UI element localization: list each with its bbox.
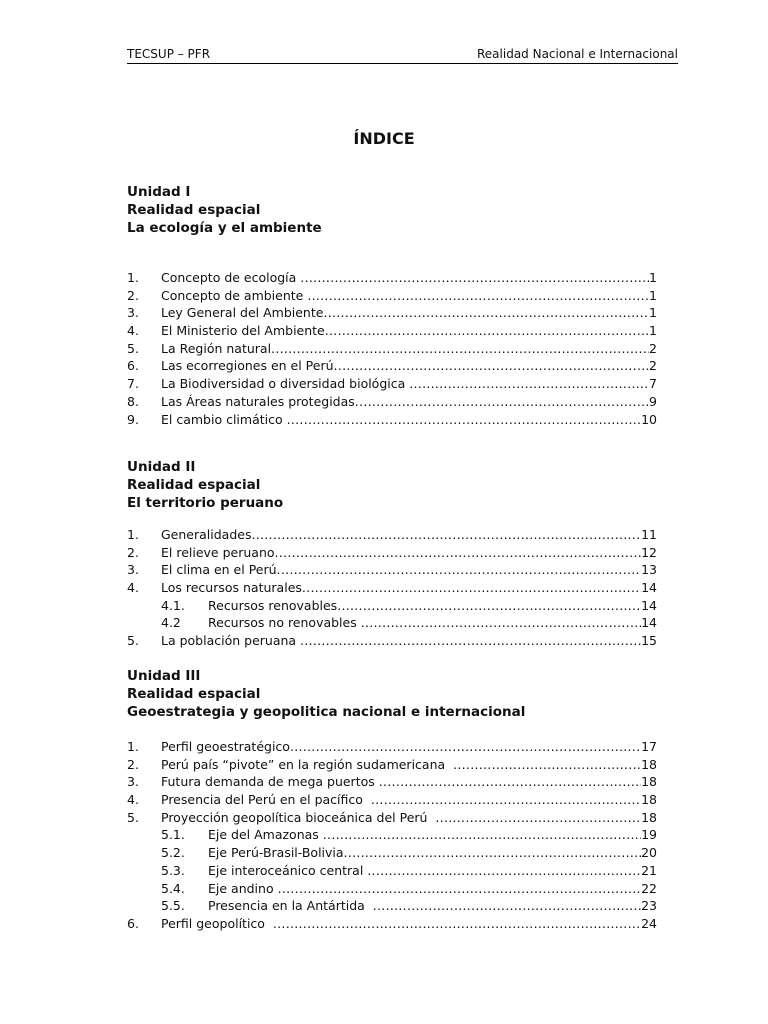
toc-entry-page: 9 — [649, 393, 657, 409]
toc-entry — [127, 340, 657, 358]
toc-entry-number: 2. — [127, 287, 139, 303]
toc-entry-page: 14 — [641, 580, 657, 596]
toc-entry-line — [161, 357, 657, 374]
toc-entry-number: 6. — [127, 358, 139, 374]
toc-entry-number: 7. — [127, 376, 139, 392]
toc-entry-number: 1. — [127, 739, 139, 754]
toc-entry-title: La población peruana — [161, 633, 301, 649]
toc-dot-leader — [287, 411, 641, 428]
toc-entry — [127, 862, 657, 880]
toc-entry-line — [161, 411, 657, 428]
toc-entry-title: Eje interoceánico central — [208, 862, 368, 878]
toc-entry-line — [208, 614, 657, 631]
toc-entry-title: Ley General del Ambiente — [161, 305, 324, 321]
toc-entry-page: 13 — [641, 562, 657, 578]
toc-entry-page: 1 — [649, 270, 657, 285]
toc-entry-line — [161, 738, 657, 755]
toc-entry-page: 1 — [649, 287, 657, 303]
toc-entry — [127, 561, 657, 579]
toc-entry-title: El clima en el Perú — [161, 562, 277, 578]
toc-entry-line — [161, 269, 657, 286]
toc-entry — [127, 579, 657, 597]
toc-entry-line — [161, 561, 657, 578]
toc-entry-page: 22 — [641, 880, 657, 896]
toc-entry — [127, 632, 657, 650]
toc-entry-title: Concepto de ambiente — [161, 287, 308, 303]
toc-entry-page: 15 — [641, 633, 657, 649]
toc-entry-number: 4. — [127, 580, 139, 596]
toc-dot-leader — [367, 862, 641, 879]
toc-dot-leader — [277, 561, 642, 578]
toc-dot-leader — [300, 269, 649, 286]
toc-entry — [127, 614, 657, 632]
toc-entry — [127, 526, 657, 544]
toc-entry-page: 18 — [641, 756, 657, 772]
toc-entry-page: 14 — [641, 615, 657, 631]
toc-entry-page: 2 — [649, 358, 657, 374]
toc-entry-line — [208, 826, 657, 843]
toc-entry-title: Recursos no renovables — [208, 615, 361, 631]
toc-entry-number: 5.1. — [161, 827, 185, 843]
toc-entry — [127, 322, 657, 340]
toc-entry-page: 17 — [641, 739, 657, 754]
toc-entry-title: Las Áreas naturales protegidas — [161, 393, 355, 409]
toc-dot-leader — [323, 826, 641, 843]
toc-entry-title: La Biodiversidad o diversidad biológica — [161, 376, 410, 392]
toc-entry-line — [208, 844, 657, 861]
toc-entry-title: El Ministerio del Ambiente — [161, 323, 325, 339]
toc-entry-line — [161, 544, 657, 561]
toc-entry-title: Generalidades — [161, 527, 252, 542]
toc-dot-leader — [271, 340, 649, 357]
toc-entry-title: Futura demanda de mega puertos — [161, 774, 379, 790]
toc-entry-page: 1 — [649, 305, 657, 321]
toc-entry-line — [161, 375, 657, 392]
toc-entry-number: 5. — [127, 340, 139, 356]
unit-subtitle: Realidad espacial — [127, 202, 261, 218]
toc-dot-leader — [409, 375, 649, 392]
toc-entry-title: Eje andino — [208, 880, 278, 896]
toc-entry-title: La Región natural — [161, 340, 272, 356]
toc-entry-title: Concepto de ecología — [161, 270, 301, 285]
unit-3-toc — [127, 738, 657, 933]
toc-entry-number: 3. — [127, 305, 139, 321]
toc-entry — [127, 544, 657, 562]
toc-entry-title: Eje Perú-Brasil-Bolivia — [208, 845, 344, 861]
toc-entry-title: El relieve peruano — [161, 544, 275, 560]
toc-entry-title: El cambio climático — [161, 411, 287, 427]
toc-entry-title: Presencia del Perú en el pacífico — [161, 792, 371, 808]
toc-entry-number: 2. — [127, 756, 139, 772]
toc-entry — [127, 809, 657, 827]
unit-topic: El territorio peruano — [127, 495, 284, 511]
toc-entry — [127, 880, 657, 898]
toc-dot-leader — [355, 393, 649, 410]
toc-entry-line — [161, 579, 657, 596]
toc-entry-page: 18 — [641, 774, 657, 790]
toc-dot-leader — [307, 287, 649, 304]
unit-topic: Geoestrategia y geopolitica nacional e internacional — [127, 704, 526, 720]
toc-entry-line — [208, 862, 657, 879]
toc-entry — [127, 826, 657, 844]
toc-entry-title: Perfil geopolítico — [161, 915, 273, 931]
toc-entry-title: Las ecorregiones en el Perú — [161, 358, 334, 374]
toc-entry-line — [161, 393, 657, 410]
toc-entry-number: 4. — [127, 323, 139, 339]
toc-entry — [127, 915, 657, 933]
toc-entry-line — [161, 756, 657, 773]
toc-entry-title: Los recursos naturales — [161, 580, 302, 596]
unit-label: Unidad III — [127, 668, 201, 684]
toc-entry-number: 3. — [127, 774, 139, 790]
toc-entry-number: 4.2 — [161, 615, 181, 631]
toc-dot-leader — [275, 544, 642, 561]
toc-entry-page: 23 — [641, 898, 657, 914]
unit-label: Unidad I — [127, 184, 191, 200]
toc-entry-page: 19 — [641, 827, 657, 843]
header-right-text: Realidad Nacional e Internacional — [477, 47, 678, 61]
toc-entry-page: 2 — [649, 340, 657, 356]
toc-entry-line — [208, 897, 657, 914]
toc-entry — [127, 738, 657, 756]
toc-entry-line — [161, 340, 657, 357]
toc-entry-number: 4. — [127, 792, 139, 808]
toc-entry — [127, 773, 657, 791]
toc-entry-page: 11 — [641, 527, 657, 542]
toc-entry-title: Perú país “pivote” en la región sudamericana — [161, 756, 454, 772]
toc-entry-page: 24 — [641, 915, 657, 931]
unit-2-heading — [127, 458, 283, 512]
toc-entry-number: 5.4. — [161, 880, 185, 896]
toc-dot-leader — [300, 632, 641, 649]
toc-entry — [127, 897, 657, 915]
toc-entry — [127, 791, 657, 809]
unit-subtitle: Realidad espacial — [127, 477, 261, 493]
toc-entry-number: 6. — [127, 915, 139, 931]
toc-entry — [127, 269, 657, 287]
toc-entry-page: 20 — [641, 845, 657, 861]
toc-entry-page: 12 — [641, 544, 657, 560]
toc-entry-title: Perfil geoestratégico — [161, 739, 290, 754]
toc-entry-line — [208, 597, 657, 614]
toc-dot-leader — [278, 880, 642, 897]
toc-entry — [127, 304, 657, 322]
toc-entry-line — [161, 526, 657, 543]
toc-dot-leader — [344, 844, 642, 861]
toc-entry-title: Recursos renovables — [208, 597, 338, 613]
toc-entry-number: 2. — [127, 544, 139, 560]
toc-dot-leader — [371, 791, 641, 808]
toc-entry-number: 5. — [127, 633, 139, 649]
toc-entry-line — [161, 632, 657, 649]
toc-entry-number: 5. — [127, 809, 139, 825]
toc-entry — [127, 597, 657, 615]
toc-dot-leader — [302, 579, 641, 596]
unit-1-toc — [127, 269, 657, 428]
toc-entry-number: 4.1. — [161, 597, 185, 613]
toc-entry-page: 21 — [641, 862, 657, 878]
toc-entry — [127, 844, 657, 862]
toc-entry-line — [161, 809, 657, 826]
toc-entry-page: 18 — [641, 809, 657, 825]
toc-entry-number: 3. — [127, 562, 139, 578]
toc-entry-line — [208, 880, 657, 897]
toc-entry — [127, 393, 657, 411]
toc-entry-title: Presencia en la Antártida — [208, 898, 373, 914]
toc-dot-leader — [334, 357, 650, 374]
toc-dot-leader — [453, 756, 641, 773]
toc-entry-line — [161, 915, 657, 932]
toc-entry — [127, 375, 657, 393]
page-title: ÍNDICE — [353, 129, 415, 148]
toc-entry-page: 1 — [649, 323, 657, 339]
unit-1-heading — [127, 183, 322, 237]
toc-entry-page: 10 — [641, 411, 657, 427]
toc-entry-number: 8. — [127, 393, 139, 409]
toc-entry-number: 1. — [127, 527, 139, 542]
toc-entry-number: 9. — [127, 411, 139, 427]
toc-entry-line — [161, 791, 657, 808]
toc-entry-title: Eje del Amazonas — [208, 827, 323, 843]
toc-entry-line — [161, 322, 657, 339]
toc-entry-page: 18 — [641, 792, 657, 808]
unit-label: Unidad II — [127, 459, 196, 475]
unit-3-heading — [127, 667, 525, 721]
toc-dot-leader — [337, 597, 641, 614]
toc-dot-leader — [323, 304, 649, 321]
unit-topic: La ecología y el ambiente — [127, 220, 322, 236]
header-left-text: TECSUP – PFR — [127, 47, 211, 61]
toc-dot-leader — [325, 322, 649, 339]
toc-entry-line — [161, 304, 657, 321]
toc-entry — [127, 287, 657, 305]
toc-dot-leader — [290, 738, 641, 755]
toc-entry-number: 5.3. — [161, 862, 185, 878]
toc-entry — [127, 411, 657, 429]
unit-2-toc — [127, 526, 657, 650]
toc-entry-number: 5.2. — [161, 845, 185, 861]
toc-dot-leader — [251, 526, 641, 543]
toc-entry-line — [161, 287, 657, 304]
toc-dot-leader — [361, 614, 641, 631]
toc-entry-page: 14 — [641, 597, 657, 613]
toc-entry-title: Proyección geopolítica bioceánica del Perú — [161, 809, 436, 825]
toc-entry-line — [161, 773, 657, 790]
toc-dot-leader — [435, 809, 641, 826]
toc-entry-number: 1. — [127, 270, 139, 285]
toc-entry — [127, 756, 657, 774]
toc-entry-number: 5.5. — [161, 898, 185, 914]
toc-entry-page: 7 — [649, 376, 657, 392]
toc-dot-leader — [373, 897, 641, 914]
page-header — [127, 46, 678, 64]
unit-subtitle: Realidad espacial — [127, 686, 261, 702]
toc-entry — [127, 357, 657, 375]
toc-dot-leader — [379, 773, 641, 790]
toc-dot-leader — [273, 915, 641, 932]
